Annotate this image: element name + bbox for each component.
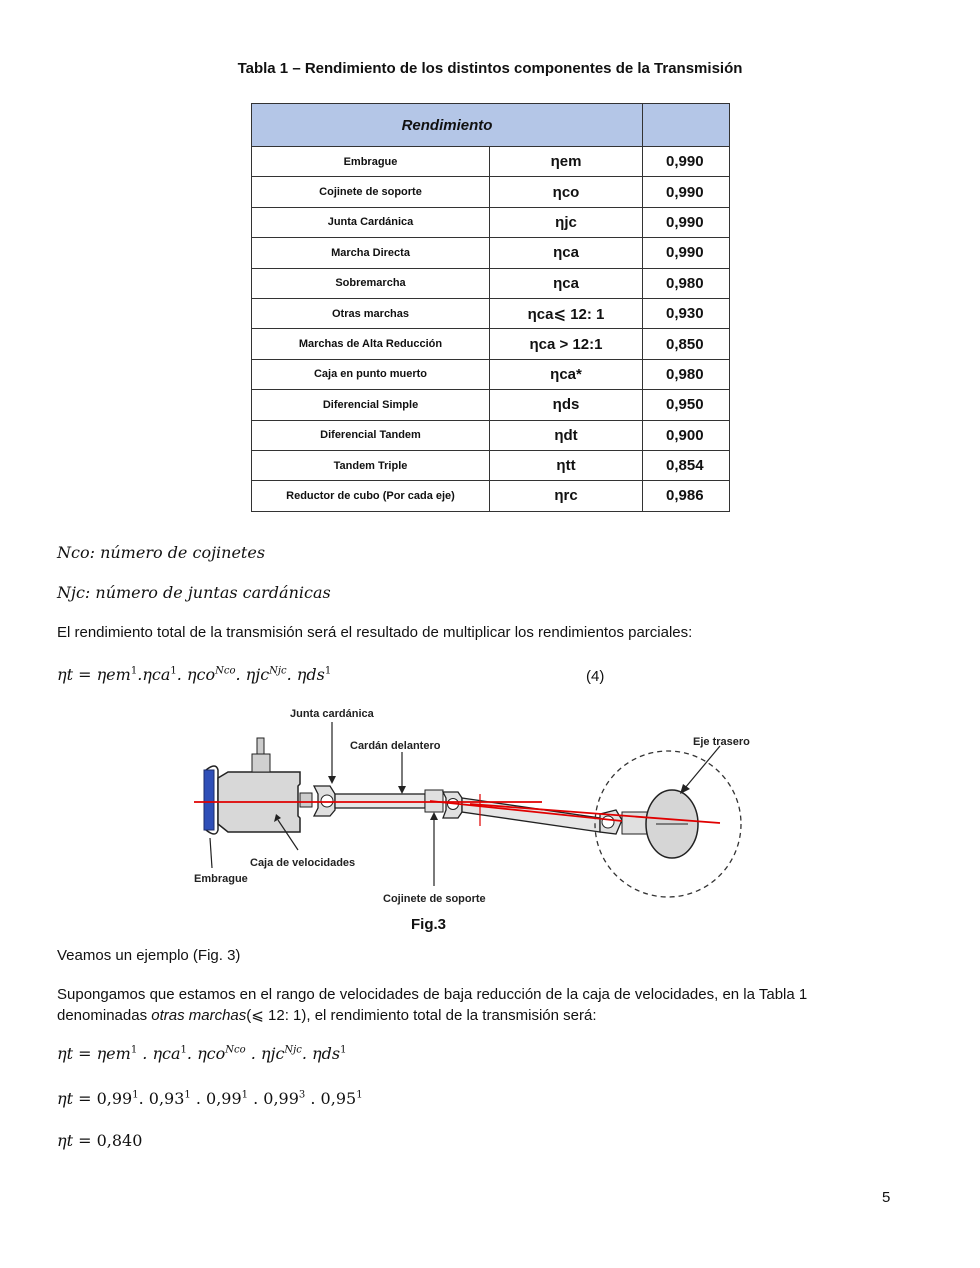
gearbox-lever: [257, 738, 264, 754]
label-caja: Caja de velocidades: [250, 857, 356, 869]
gearbox-lever-base: [252, 754, 270, 772]
symbol-cell: ηca: [490, 268, 643, 298]
arrow-cojinete: [430, 812, 438, 820]
label-embrague: Embrague: [194, 873, 248, 885]
equation-number: (4): [586, 668, 605, 685]
def-njc: [57, 583, 331, 602]
paragraph-intro: El rendimiento total de la transmisión será el resultado de multiplicar los rendimientos parciales:: [57, 624, 693, 641]
table-header: Rendimiento: [252, 104, 643, 147]
equation-4: ηt = ηem$^1$.ηca$^1$. ηco$^{Nco}$. ηjc$^{Njc}$. ηds$^1$: [57, 665, 332, 684]
table-header-row: [252, 104, 730, 147]
equation-numeric: $\eta t = 0,99^1$. 0,93$^1$ . 0,99$^1$ . 0,99$^3$ . 0,95$^1$: [57, 1089, 363, 1108]
page-number: 5: [882, 1189, 891, 1206]
result-value: 0,840: [96, 1131, 143, 1150]
paragraph-example: Veamos un ejemplo (Fig. 3): [57, 947, 241, 964]
label-junta: Junta cardánica: [290, 708, 374, 720]
table-header-empty: [643, 104, 730, 147]
symbol-cell: ηca*: [490, 359, 643, 389]
symbol-cell: ηtt: [490, 450, 643, 480]
value-cell: 0,990: [643, 147, 730, 177]
label-cardan: Cardán delantero: [350, 740, 441, 752]
symbol-cell: ηca⩽ 12: 1: [490, 298, 643, 328]
table-row: [252, 147, 730, 177]
table-row: [252, 298, 730, 328]
component-cell: Reductor de cubo (Por cada eje): [252, 481, 490, 511]
value-cell: 0,990: [643, 177, 730, 207]
component-cell: Cojinete de soporte: [252, 177, 490, 207]
label-eje: Eje trasero: [693, 736, 750, 748]
paragraph-suppose-a: Supongamos que estamos en el rango de velocidades de baja reducción de la caja de velocidades, en la Tabla 1 denominadas: [57, 986, 808, 1024]
equation-result: ηt = 0,840: [57, 1131, 143, 1150]
component-cell: Otras marchas: [252, 298, 490, 328]
value-cell: 0,850: [643, 329, 730, 359]
arrow-cardan: [398, 786, 406, 794]
table-row: [252, 177, 730, 207]
table-row: [252, 268, 730, 298]
paragraph-suppose-em: otras marchas: [151, 1007, 247, 1024]
table-row: [252, 329, 730, 359]
symbol-cell: ηco: [490, 177, 643, 207]
symbol-cell: ηca: [490, 238, 643, 268]
value-cell: 0,986: [643, 481, 730, 511]
arrow-eje: [680, 784, 690, 794]
value-cell: 0,930: [643, 298, 730, 328]
paragraph-suppose-b: (⩽ 12: 1), el rendimiento total de la transmisión será:: [246, 1007, 597, 1024]
front-ujoint-cross: [321, 795, 333, 807]
component-cell: Marcha Directa: [252, 238, 490, 268]
component-cell: Diferencial Tandem: [252, 420, 490, 450]
component-cell: Marchas de Alta Reducción: [252, 329, 490, 359]
label-cojinete: Cojinete de soporte: [383, 893, 486, 905]
equation-general: ηt = ηem$^1$ . ηca$^1$. ηco$^{Nco}$ . ηjc$^{Njc}$. ηds$^1$: [57, 1044, 347, 1063]
component-cell: Diferencial Simple: [252, 390, 490, 420]
figure-caption: Fig.3: [411, 916, 447, 933]
table-row: [252, 450, 730, 480]
arrow-junta: [328, 776, 336, 784]
table-row: [252, 207, 730, 237]
symbol-cell: ηem: [490, 147, 643, 177]
symbol-cell: ηdt: [490, 420, 643, 450]
front-driveshaft: [335, 794, 425, 808]
component-cell: Caja en punto muerto: [252, 359, 490, 389]
symbol-cell: ηrc: [490, 481, 643, 511]
rear-driveshaft: [462, 798, 600, 832]
table-row: [252, 481, 730, 511]
symbol-cell: ηjc: [490, 207, 643, 237]
value-cell: 0,900: [643, 420, 730, 450]
paragraph-suppose: [57, 984, 877, 1026]
component-cell: Junta Cardánica: [252, 207, 490, 237]
nco-text: : número de cojinetes: [89, 543, 266, 562]
table-row: [252, 238, 730, 268]
njc-text: : número de juntas cardánicas: [84, 583, 331, 602]
nco-symbol: Nco: [57, 543, 90, 562]
component-cell: Sobremarcha: [252, 268, 490, 298]
table-row: [252, 359, 730, 389]
leader-eje: [685, 746, 720, 788]
clutch-disc: [204, 770, 214, 830]
symbol-cell: ηds: [490, 390, 643, 420]
def-nco: [57, 543, 265, 562]
njc-symbol: Njc: [57, 583, 85, 602]
value-cell: 0,854: [643, 450, 730, 480]
table-row: [252, 390, 730, 420]
gearbox-output: [300, 793, 312, 807]
symbol-cell: ηca > 12:1: [490, 329, 643, 359]
leader-embrague: [210, 838, 212, 868]
value-cell: 0,990: [643, 207, 730, 237]
table-row: [252, 420, 730, 450]
value-cell: 0,950: [643, 390, 730, 420]
component-cell: Tandem Triple: [252, 450, 490, 480]
drivetrain-figure: [180, 698, 760, 913]
component-cell: Embrague: [252, 147, 490, 177]
value-cell: 0,990: [643, 238, 730, 268]
efficiency-table: [251, 103, 730, 512]
value-cell: 0,980: [643, 359, 730, 389]
rear-ujoint-cross: [602, 816, 614, 828]
table-caption: Tabla 1 – Rendimiento de los distintos componentes de la Transmisión: [237, 60, 743, 77]
value-cell: 0,980: [643, 268, 730, 298]
